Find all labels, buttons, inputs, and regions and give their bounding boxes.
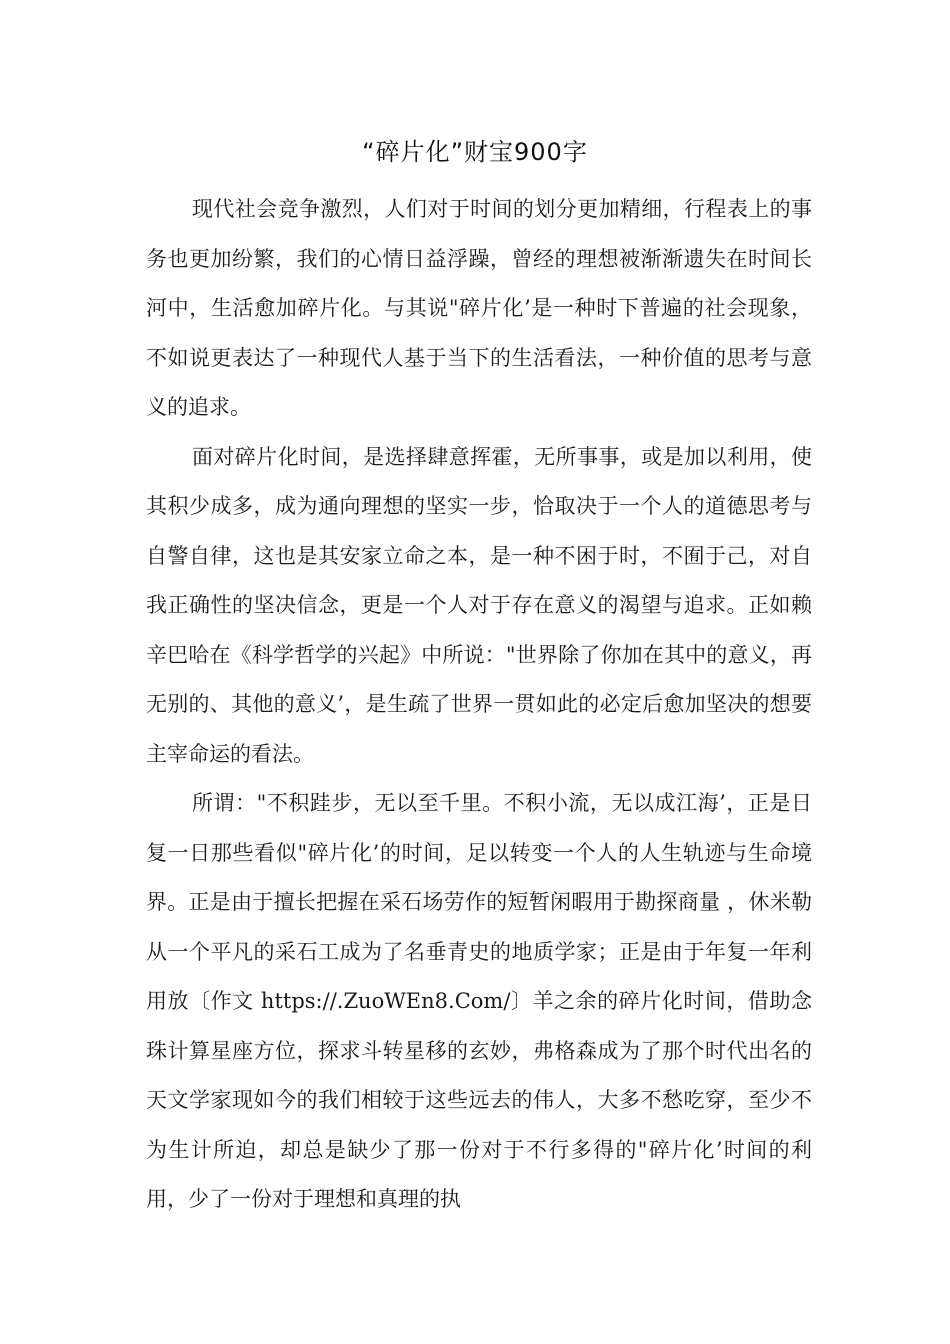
paragraph-1: 现代社会竞争激烈，人们对于时间的划分更加精细，行程表上的事务也更加纷繁，我们的心情日益浮躁，曾经的理想被渐渐遗失在时间长河中，生活愈加碎片化。与其说"碎片化’是一种时下普遍的社会现象，不如说更表达了一种现代人基于当下的生活看法，一种价值的思考与意义的追求。 bbox=[146, 197, 812, 419]
paragraph-2: 面对碎片化时间，是选择肆意挥霍，无所事事，或是加以利用，使其积少成多，成为通向理想的坚实一步，恰取决于一个人的道德思考与自警自律，这也是其安家立命之本，是一种不困于时，不囿于己，对自我正确性的坚决信念，更是一个人对于存在意义的渴望与追求。正如赖辛巴哈在《科学哲学的兴起》中所说："世界除了你加在其中的意义，再无别的、其他的意义’，是生疏了世界一贯如此的必定后愈加坚决的想要主宰命运的看法。 bbox=[146, 444, 812, 766]
paragraph-3: 所谓："不积跬步，无以至千里。不积小流，无以成江海’，正是日复一日那些看似"碎片化’的时间，足以转变一个人的人生轨迹与生命境界。正是由于擅长把握在采石场劳作的短暂闲暇用于勘探商量 ，休米勒从一个平凡的采石工成为了名垂青史的地质学家；正是由于年复一年利用放〔作文 https://.ZuoWEn8.Com/〕羊之余的碎片化时间，借助念珠计算星座方位，探求斗转星移的玄妙，弗格森成为了那个时代出名的天文学家现如今的我们相较于这些远去的伟人，大多不愁吃穿，至少不为生计所迫，却总是缺少了那一份对于不行多得的"碎片化’时间的利用，少了一份对于理想和真理的执 bbox=[146, 791, 812, 1211]
document-title: “碎片化”财宝900字 bbox=[362, 138, 588, 166]
document-body bbox=[146, 185, 812, 1225]
